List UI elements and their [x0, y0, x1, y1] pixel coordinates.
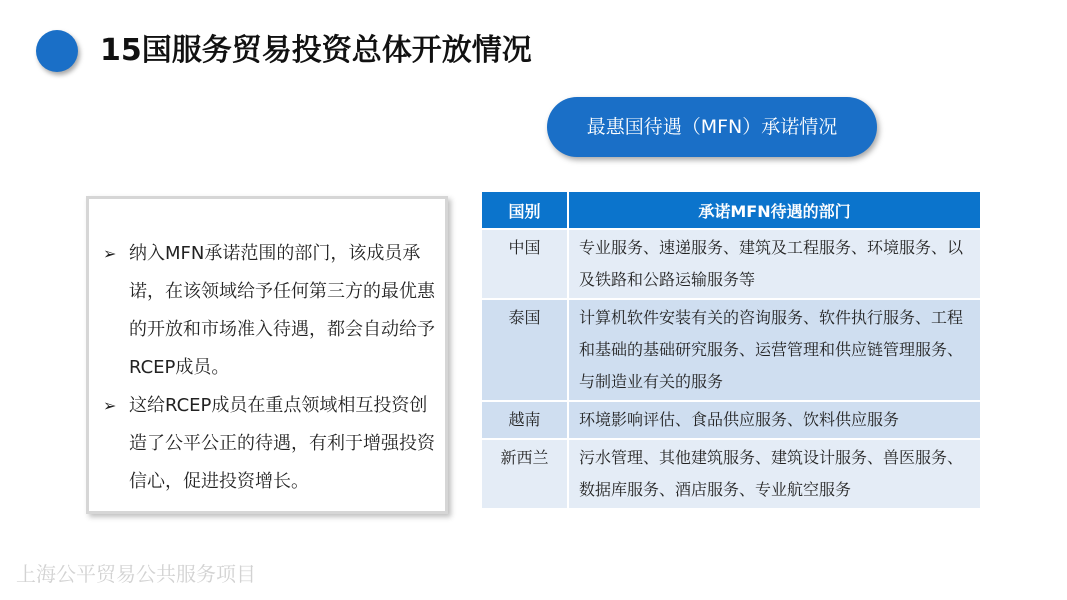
- table-header-row: [482, 192, 980, 229]
- country-cell: 越南: [482, 401, 568, 439]
- column-header-country: 国别: [482, 192, 568, 229]
- country-cell: 泰国: [482, 299, 568, 401]
- sectors-cell: 专业服务、速递服务、建筑及工程服务、环境服务、以及铁路和公路运输服务等: [568, 229, 980, 299]
- sectors-cell: 计算机软件安装有关的咨询服务、软件执行服务、工程和基础的基础研究服务、运营管理和供应链管理服务、与制造业有关的服务: [568, 299, 980, 401]
- title-bullet-circle: [36, 30, 78, 72]
- country-cell: 新西兰: [482, 439, 568, 508]
- mfn-sectors-table: [482, 192, 980, 508]
- arrow-bullet-icon: ➢: [103, 396, 117, 415]
- bullet-text: 这给RCEP成员在重点领域相互投资创造了公平公正的待遇，有利于增强投资信心，促进投资增长。: [129, 395, 435, 492]
- arrow-bullet-icon: ➢: [103, 244, 117, 263]
- footer-watermark: 上海公平贸易公共服务项目: [16, 562, 256, 586]
- bullet-list: [101, 235, 437, 501]
- country-cell: 中国: [482, 229, 568, 299]
- bullet-text: 纳入MFN承诺范围的部门，该成员承诺，在该领域给予任何第三方的最优惠的开放和市场准入待遇，都会自动给予RCEP成员。: [129, 243, 435, 378]
- table-row: [482, 299, 980, 401]
- table-row: [482, 439, 980, 508]
- table-row: [482, 229, 980, 299]
- sectors-cell: 环境影响评估、食品供应服务、饮料供应服务: [568, 401, 980, 439]
- page-title: 15国服务贸易投资总体开放情况: [100, 33, 532, 68]
- mfn-commitment-pill: 最惠国待遇（MFN）承诺情况: [547, 97, 877, 157]
- summary-textbox: [86, 196, 448, 514]
- sectors-cell: 污水管理、其他建筑服务、建筑设计服务、兽医服务、数据库服务、酒店服务、专业航空服务: [568, 439, 980, 508]
- table-row: [482, 401, 980, 439]
- bullet-item: [101, 235, 437, 387]
- bullet-item: [101, 387, 437, 501]
- column-header-sectors: 承诺MFN待遇的部门: [568, 192, 980, 229]
